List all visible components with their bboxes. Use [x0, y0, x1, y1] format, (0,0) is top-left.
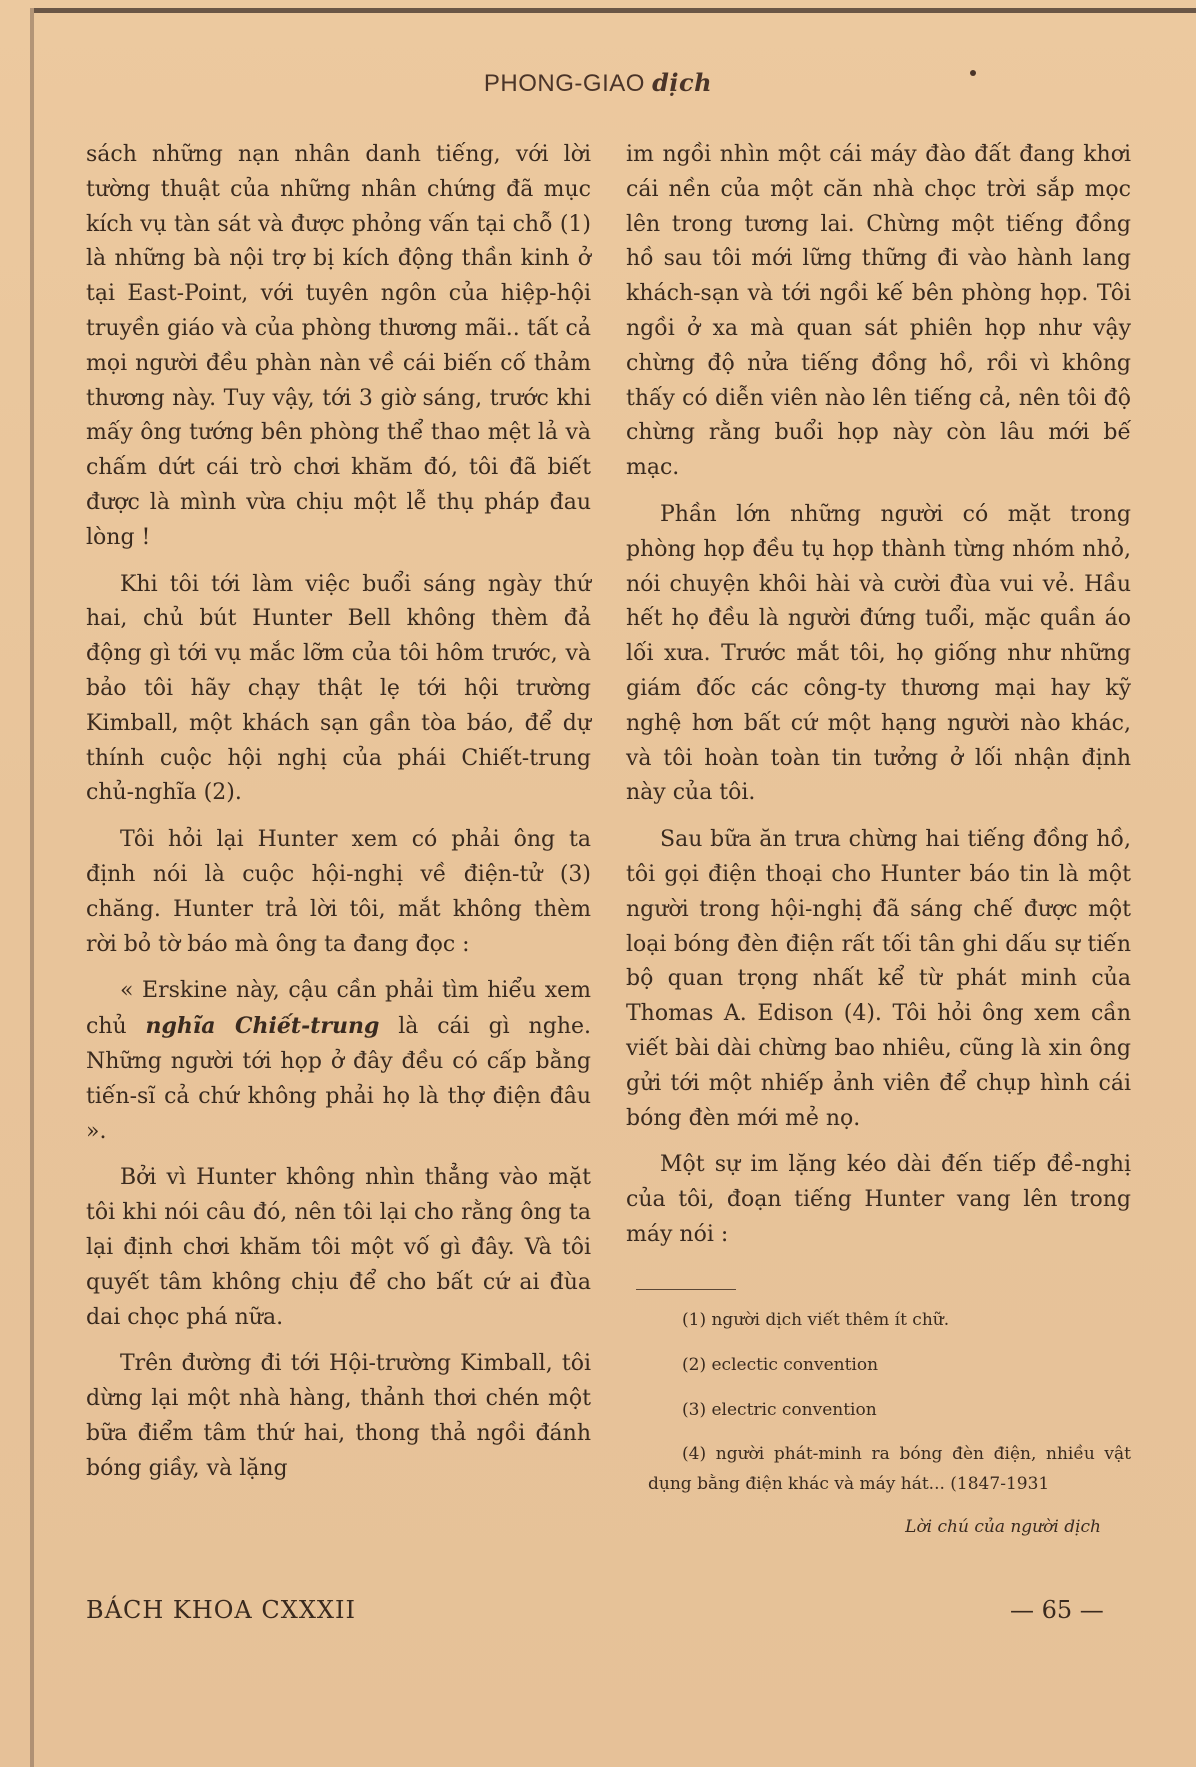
header-title: PHONG-GIAO: [483, 70, 645, 97]
footnote-item: (1) người dịch viết thêm ít chữ.: [682, 1309, 950, 1330]
paragraph: Khi tôi tới làm việc buổi sáng ngày thứ hai, chủ bút Hunter Bell không thèm đả động gì tới vụ mắc lỡm của tôi hôm trước, và bảo tôi hãy chạy thật lẹ tới hội trường Kimball, một khách sạn gần tòa báo, để dự thính cuộc hội nghị của phái Chiết-trung chủ-nghĩa (2).: [86, 571, 591, 806]
quote-text-after: là cái gì nghe. Những người tới họp ở đây đều có cấp bằng tiến-sĩ cả chứ không phải họ là thợ điện đâu ».: [86, 1014, 591, 1144]
top-border: [34, 8, 1196, 13]
paragraph: Trên đường đi tới Hội-trường Kimball, tôi dừng lại một nhà hàng, thảnh thơi chén một bữa điểm tâm thứ hai, thong thả ngồi đánh bóng giầy, và lặng: [86, 1351, 591, 1481]
footnote-item: (3) electric convention: [682, 1399, 877, 1420]
quote-emphasis: nghĩa Chiết-trung: [145, 1013, 380, 1040]
footnote-item: (2) eclectic convention: [682, 1354, 879, 1375]
footnote-divider: [636, 1289, 736, 1290]
paragraph: im ngồi nhìn một cái máy đào đất đang khơi cái nền của một căn nhà chọc trời sắp mọc lên trong tương lai. Chừng một tiếng đồng hồ sau tôi mới lững thững đi vào hành lang khách-sạn và tới ngồi kế bên phòng họp. Tôi ngồi ở xa mà quan sát phiên họp như vậy chừng độ nửa tiếng đồng hồ, rồi vì không thấy có diễn viên nào lên tiếng cả, nên tôi độ chừng rằng buổi họp này còn lâu mới bế mạc.: [626, 142, 1131, 481]
quote-paragraph: [86, 974, 591, 1149]
page-header: [0, 68, 1196, 98]
footer-magazine-name: BÁCH KHOA CXXXII: [86, 1596, 356, 1624]
paragraph: Tôi hỏi lại Hunter xem có phải ông ta định nói là cuộc hội-nghị về điện-tử (3) chăng. Hunter trả lời tôi, mắt không thèm rời bỏ tờ báo mà ông ta đang đọc :: [86, 827, 591, 957]
left-border: [30, 8, 34, 1767]
quote-text-before: « Erskine này, cậu cần phải tìm hiểu xem chủ: [86, 978, 591, 1040]
paragraph: Một sự im lặng kéo dài đến tiếp đề-nghị của tôi, đoạn tiếng Hunter vang lên trong máy nói :: [626, 1152, 1131, 1247]
left-column: [86, 138, 591, 1498]
footnote-item: (4) người phát-minh ra bóng đèn điện, nhiều vật dụng bằng điện khác và máy hát... (1847-1931: [648, 1443, 1131, 1494]
paragraph: Bởi vì Hunter không nhìn thẳng vào mặt tôi khi nói câu đó, nên tôi lại cho rằng ông ta lại định chơi khăm tôi một vố gì đây. Và tôi quyết tâm không chịu để cho bất cứ ai đùa dai chọc phá nữa.: [86, 1165, 591, 1330]
footnotes: [626, 1304, 1131, 1544]
page-number: — 65 —: [1010, 1596, 1104, 1624]
paragraph: sách những nạn nhân danh tiếng, với lời tường thuật của những nhân chứng đã mục kích vụ tàn sát và được phỏng vấn tại chỗ (1) là những bà nội trợ bị kích động thần kinh ở tại East-Point, với tuyên ngôn của hiệp-hội truyền giáo và của phòng thương mãi.. tất cả mọi người đều phàn nàn về cái biến cố thảm thương này. Tuy vậy, tới 3 giờ sáng, trước khi mấy ông tướng bên phòng thể thao mệt lả và chấm dứt cái trò chơi khăm đó, tôi đã biết được là mình vừa chịu một lễ thụ pháp đau lòng !: [86, 142, 591, 550]
paragraph: Sau bữa ăn trưa chừng hai tiếng đồng hồ, tôi gọi điện thoại cho Hunter báo tin là một người trong hội-nghị đã sáng chế được một loại bóng đèn điện rất tối tân ghi dấu sự tiến bộ quan trọng nhất kể từ phát minh của Thomas A. Edison (4). Tôi hỏi ông xem cần viết bài dài chừng bao nhiêu, cũng là xin ông gửi tới một nhiếp ảnh viên để chụp hình cái bóng đèn mới mẻ nọ.: [626, 827, 1131, 1131]
right-column: [626, 138, 1131, 1556]
header-dot: [970, 70, 976, 76]
header-title-suffix: dịch: [652, 68, 713, 97]
paragraph: Phần lớn những người có mặt trong phòng họp đều tụ họp thành từng nhóm nhỏ, nói chuyện khôi hài và cười đùa vui vẻ. Hầu hết họ đều là người đứng tuổi, mặc quần áo lối xưa. Trước mắt tôi, họ giống như những giám đốc các công-ty thương mại hay kỹ nghệ hơn bất cứ một hạng người nào khác, và tôi hoàn toàn tin tưởng ở lối nhận định này của tôi.: [626, 501, 1131, 806]
footnote-credit: Lời chú của người dịch: [905, 1516, 1101, 1537]
